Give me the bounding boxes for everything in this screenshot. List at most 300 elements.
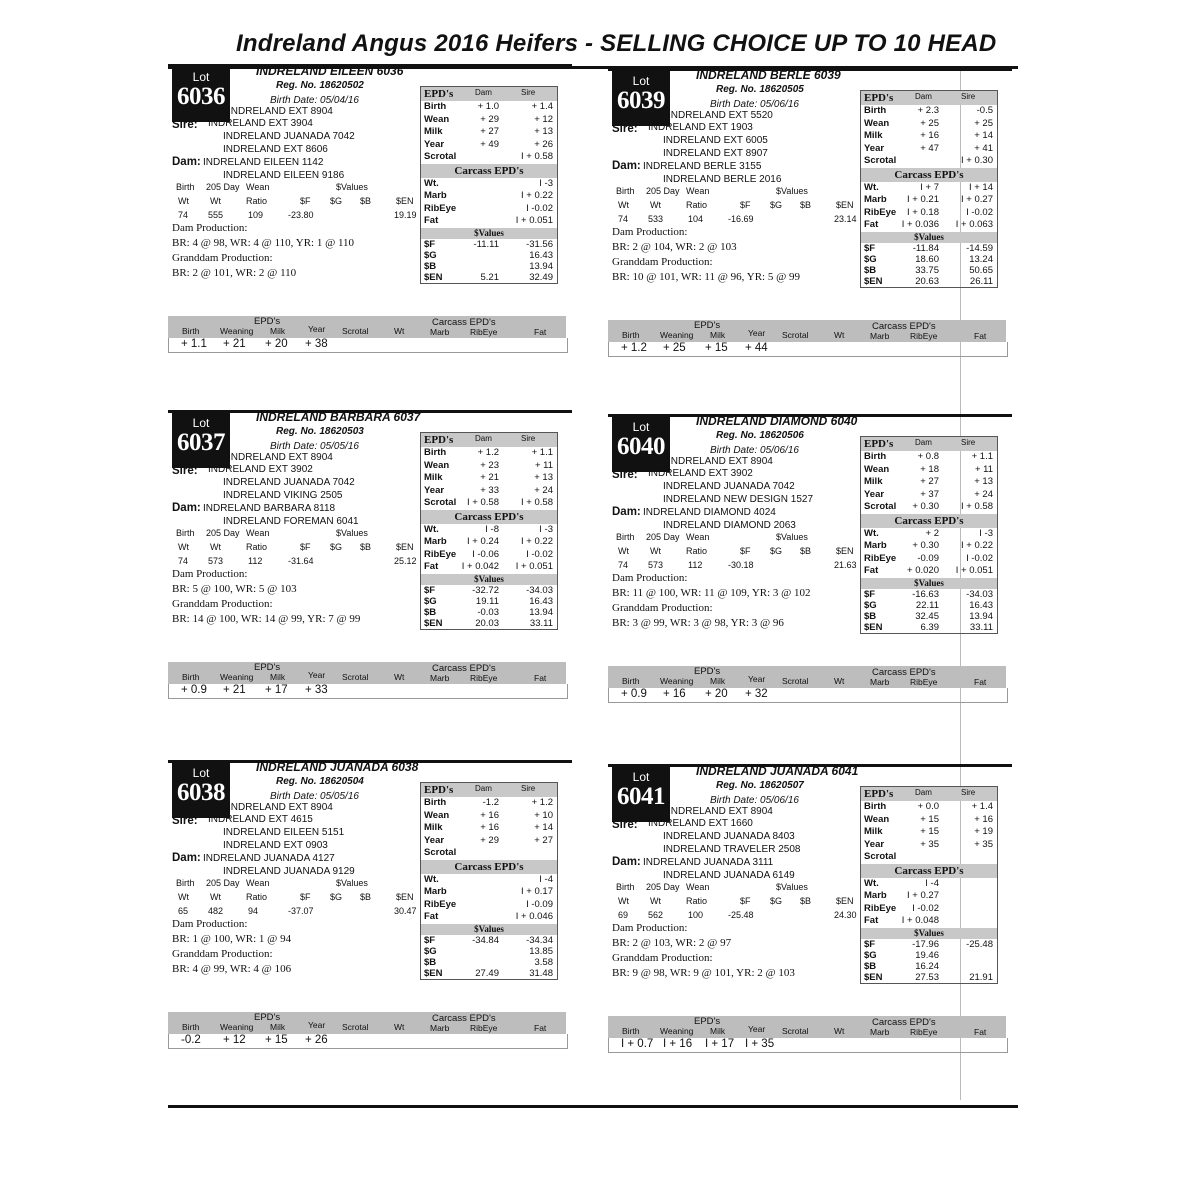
svalue-row-sg bbox=[421, 596, 557, 607]
epd-sire-value: + 19 bbox=[974, 826, 993, 837]
epd-summary-values bbox=[608, 688, 1008, 703]
svalue-sire-value: 13.94 bbox=[969, 610, 993, 622]
carcass-epd-header: Carcass EPD's bbox=[421, 860, 557, 874]
svalue-dam-value: 27.53 bbox=[915, 971, 939, 983]
lot-number: 6037 bbox=[177, 429, 225, 456]
dam-label: Dam: bbox=[172, 852, 201, 864]
lot-label: Lot bbox=[632, 420, 650, 434]
epd-summary-values bbox=[168, 1034, 568, 1049]
granddam-production-value: BR: 9 @ 98, WR: 9 @ 101, YR: 2 @ 103 bbox=[612, 967, 795, 979]
birth-date: Birth Date: 05/06/16 bbox=[710, 445, 799, 456]
epd-sire-value: + 1.1 bbox=[971, 451, 993, 462]
epd-sire-value: + 24 bbox=[534, 484, 553, 496]
svalue-dam-value: 22.11 bbox=[915, 599, 939, 611]
carcass-row-ribeye bbox=[861, 207, 997, 220]
svalue-dam-value: 5.21 bbox=[480, 271, 499, 283]
carcass-sire-value: I + 0.22 bbox=[961, 540, 993, 551]
epd-sire-value: + 1.2 bbox=[531, 797, 553, 808]
epd-row-year bbox=[861, 489, 997, 502]
dam-production-label: Dam Production: bbox=[172, 568, 248, 580]
granddam-production-label: Granddam Production: bbox=[172, 598, 273, 610]
carcass-sire-value: I + 0.27 bbox=[961, 194, 993, 205]
svalue-sire-value: -25.48 bbox=[966, 938, 993, 950]
dam-production-label: Dam Production: bbox=[172, 222, 248, 234]
svalues-header: $Values bbox=[861, 232, 997, 243]
svalue-label: $EN bbox=[424, 271, 443, 283]
pedigree-line: INDRELAND EXT 8904 bbox=[228, 106, 333, 117]
svalue-row-sg bbox=[861, 600, 997, 611]
epd-sire-value: + 25 bbox=[974, 117, 993, 129]
lot-number: 6036 bbox=[177, 83, 225, 110]
carcass-row-ribeye bbox=[421, 899, 557, 912]
lot-number: 6041 bbox=[617, 783, 665, 810]
epd-dam-value: + 29 bbox=[480, 834, 499, 846]
epd-row-birth bbox=[421, 797, 557, 810]
epd-label: Milk bbox=[864, 826, 883, 837]
svalue-label: $B bbox=[424, 956, 437, 968]
epd-row-milk bbox=[421, 472, 557, 485]
carcass-epd-header: Carcass EPD's bbox=[861, 168, 997, 182]
svalue-sire-value: 31.48 bbox=[529, 967, 553, 979]
epd-sire-value: + 41 bbox=[974, 142, 993, 154]
epd-table bbox=[860, 436, 998, 634]
carcass-row-wt bbox=[421, 524, 557, 537]
pedigree-line: INDRELAND EXT 8907 bbox=[663, 148, 768, 159]
svalue-sire-value: 16.43 bbox=[529, 595, 553, 607]
carcass-sire-value: I + 0.22 bbox=[521, 190, 553, 201]
granddam-production-value: BR: 14 @ 100, WR: 14 @ 99, YR: 7 @ 99 bbox=[172, 613, 361, 625]
carcass-label: Marb bbox=[864, 194, 887, 205]
lot-badge bbox=[612, 70, 670, 126]
epd-header: EPD's Dam Sire bbox=[861, 437, 997, 451]
carcass-label: RibEye bbox=[864, 552, 897, 564]
epd-label: Wean bbox=[424, 809, 450, 821]
carcass-dam-value: I + 0.048 bbox=[901, 915, 939, 926]
epd-table bbox=[420, 86, 558, 284]
summary-year: + 32 bbox=[745, 688, 768, 700]
summary-year: + 38 bbox=[305, 338, 328, 350]
epd-label: Wean bbox=[424, 459, 450, 471]
pedigree-line: INDRELAND JUANADA 6149 bbox=[663, 870, 795, 881]
pedigree-line: INDRELAND EXT 3904 bbox=[208, 118, 313, 129]
lot-card-6036: Lot 6036 INDRELAND EILEEN 6036 Reg. No. 18620502 Birth Date: 05/04/16 INDRELAND EXT 8904 INDRELAND EXT 3904 INDRELAND JUANADA 7042 INDRELAND EXT 8606 INDRELAND EILEEN 1142 INDRELAND EILEEN 9186 Sire: Dam: Birth 205 Day Wean $Values Wt Wt Ratio $F $G $B $EN 74 555 109 -23.80 19.19 Dam Production: BR: 4 @ 98, WR: 4 @ 110, YR: 1 @ 110 Granddam Production: BR: 2 @ 101, WR: 2 @ 110 EPD's Dam Sire Birth + 1.0 + 1.4 Wean + 29 + 12 Milk + 27 + 13 Year + 49 + 26 Scrotal I + 0.58 Carcass EPD's Wt. I -3 Marb I + 0.22 RibEye I -0.02 Fat I + 0.051 $Values $F -11.11 -31.56 $G 16.43 $B 13.94 $EN 5.21 32.49 EPD's Birth Weaning Milk Year Scrotal Wt Carcass EPD's Marb RibEye Fat + 1.1 + 21 + 20 + 38 bbox=[168, 64, 568, 364]
epd-dam-value: + 33 bbox=[480, 484, 499, 496]
epd-dam-value: + 15 bbox=[920, 826, 939, 837]
carcass-label: Marb bbox=[864, 540, 887, 551]
pedigree-line: INDRELAND JUANADA 4127 bbox=[203, 853, 335, 864]
svalue-dam-value: 16.24 bbox=[915, 960, 939, 972]
epd-label: Milk bbox=[864, 130, 883, 141]
svalue-sire-value: -34.03 bbox=[526, 584, 553, 596]
birth-date: Birth Date: 05/06/16 bbox=[710, 795, 799, 806]
dam-label: Dam: bbox=[612, 160, 641, 172]
epd-dam-value: + 16 bbox=[480, 809, 499, 821]
epd-label: Year bbox=[864, 142, 885, 154]
dam-production-value: BR: 11 @ 100, WR: 11 @ 109, YR: 3 @ 102 bbox=[612, 587, 811, 599]
sire-label: Sire: bbox=[172, 119, 198, 131]
svalue-sire-value: 13.85 bbox=[529, 945, 553, 957]
carcass-row-ribeye bbox=[421, 203, 557, 216]
epd-table bbox=[860, 90, 998, 288]
pedigree-line: INDRELAND VIKING 2505 bbox=[223, 490, 343, 501]
svalue-sire-value: 33.11 bbox=[529, 617, 553, 629]
granddam-production-label: Granddam Production: bbox=[612, 602, 713, 614]
carcass-sire-value: I -4 bbox=[539, 873, 553, 885]
carcass-row-marb bbox=[861, 540, 997, 553]
dam-label: Dam: bbox=[172, 502, 201, 514]
carcass-label: Wt. bbox=[864, 181, 879, 193]
pedigree-line: INDRELAND EXT 8606 bbox=[223, 144, 328, 155]
svalue-row-sen bbox=[861, 622, 997, 633]
pedigree-line: INDRELAND JUANADA 7042 bbox=[223, 477, 355, 488]
epd-row-year bbox=[421, 835, 557, 848]
pedigree-line: INDRELAND TRAVELER 2508 bbox=[663, 844, 801, 855]
carcass-row-fat bbox=[861, 219, 997, 232]
pedigree-line: INDRELAND EXT 1660 bbox=[648, 818, 753, 829]
carcass-label: RibEye bbox=[424, 898, 457, 910]
carcass-dam-value: + 2 bbox=[925, 527, 939, 539]
svalue-sire-value: 13.24 bbox=[969, 253, 993, 265]
sire-label: Sire: bbox=[612, 123, 638, 135]
svalue-row-sb bbox=[861, 961, 997, 972]
pedigree-line: INDRELAND EXT 8904 bbox=[228, 452, 333, 463]
epd-dam-value: + 16 bbox=[920, 130, 939, 141]
epd-label: Milk bbox=[424, 822, 443, 833]
birth-date: Birth Date: 05/06/16 bbox=[710, 99, 799, 110]
carcass-epd-header: Carcass EPD's bbox=[861, 514, 997, 528]
epd-sire-value: + 13 bbox=[534, 126, 553, 137]
carcass-dam-value: I -8 bbox=[485, 523, 499, 535]
pedigree-line: INDRELAND BERLE 3155 bbox=[643, 161, 762, 172]
svalue-row-sg bbox=[861, 254, 997, 265]
svalue-dam-value: 19.11 bbox=[475, 595, 499, 607]
registration-number: Reg. No. 18620503 bbox=[276, 426, 364, 437]
carcass-dam-value: I -4 bbox=[925, 877, 939, 889]
epd-dam-value: + 37 bbox=[920, 488, 939, 500]
epd-dam-value: + 2.3 bbox=[917, 105, 939, 116]
epd-dam-value: + 49 bbox=[480, 138, 499, 150]
carcass-label: Fat bbox=[424, 911, 439, 922]
epd-dam-value: + 15 bbox=[920, 813, 939, 825]
summary-year: + 44 bbox=[745, 342, 768, 354]
lot-card-6040: Lot 6040 INDRELAND DIAMOND 6040 Reg. No. 18620506 Birth Date: 05/06/16 INDRELAND EXT 8904 INDRELAND EXT 3902 INDRELAND JUANADA 7042 INDRELAND NEW DESIGN 1527 INDRELAND DIAMOND 4024 INDRELAND DIAMOND 2063 Sire: Dam: Birth 205 Day Wean $Values Wt Wt Ratio $F $G $B $EN 74 573 112 -30.18 21.63 Dam Production: BR: 11 @ 100, WR: 11 @ 109, YR: 3 @ 102 Granddam Production: BR: 3 @ 99, WR: 3 @ 98, YR: 3 @ 96 EPD's Dam Sire Birth + 0.8 + 1.1 Wean + 18 + 11 Milk + 27 + 13 Year + 37 + 24 Scrotal + 0.30 I + 0.58 Carcass EPD's Wt. + 2 I -3 Marb + 0.30 I + 0.22 RibEye -0.09 I -0.02 Fat + 0.020 I + 0.051 $Values $F -16.63 -34.03 $G 22.11 16.43 $B 32.45 13.94 $EN 6.39 33.11 EPD's Birth Weaning Milk Year Scrotal Wt Carcass EPD's Marb RibEye Fat + 0.9 + 16 + 20 + 32 bbox=[608, 414, 1008, 714]
epd-sire-value: + 11 bbox=[974, 463, 993, 475]
svalue-sire-value: 50.65 bbox=[969, 264, 993, 276]
svalue-sire-value: 32.49 bbox=[529, 271, 553, 283]
epd-summary-bar: EPD's Birth Weaning Milk Year Scrotal Wt Carcass EPD's Marb RibEye Fat bbox=[168, 1012, 566, 1034]
granddam-production-label: Granddam Production: bbox=[612, 256, 713, 268]
carcass-row-ribeye bbox=[421, 549, 557, 562]
svalue-label: $EN bbox=[424, 617, 443, 629]
carcass-dam-value: I -0.02 bbox=[912, 902, 939, 914]
epd-table bbox=[420, 432, 558, 630]
epd-row-milk bbox=[861, 476, 997, 489]
epd-row-scrotal bbox=[861, 851, 997, 864]
lot-number: 6040 bbox=[617, 433, 665, 460]
granddam-production-label: Granddam Production: bbox=[612, 952, 713, 964]
epd-row-birth bbox=[861, 105, 997, 118]
pedigree-line: INDRELAND DIAMOND 2063 bbox=[663, 520, 796, 531]
epd-summary-bar: EPD's Birth Weaning Milk Year Scrotal Wt Carcass EPD's Marb RibEye Fat bbox=[168, 662, 566, 684]
carcass-row-marb bbox=[421, 886, 557, 899]
animal-name: INDRELAND BERLE 6039 bbox=[696, 68, 841, 82]
registration-number: Reg. No. 18620506 bbox=[716, 430, 804, 441]
epd-sire-value: I + 0.58 bbox=[521, 151, 553, 162]
svalue-label: $B bbox=[864, 264, 877, 276]
summary-milk: + 20 bbox=[265, 338, 288, 350]
carcass-label: RibEye bbox=[864, 902, 897, 914]
sire-label: Sire: bbox=[612, 819, 638, 831]
summary-weaning: + 21 bbox=[223, 684, 246, 696]
epd-dam-value: + 47 bbox=[920, 142, 939, 154]
pedigree-line: INDRELAND FOREMAN 6041 bbox=[223, 516, 359, 527]
epd-sire-value: + 10 bbox=[534, 809, 553, 821]
carcass-dam-value: I + 0.18 bbox=[907, 206, 939, 218]
birth-date: Birth Date: 05/05/16 bbox=[270, 441, 359, 452]
svalue-sire-value: 33.11 bbox=[969, 621, 993, 633]
svalue-row-sen bbox=[421, 618, 557, 629]
dam-production-value: BR: 5 @ 100, WR: 5 @ 103 bbox=[172, 583, 297, 595]
pedigree-line: INDRELAND EXT 5520 bbox=[668, 110, 773, 121]
dam-production-label: Dam Production: bbox=[172, 918, 248, 930]
pedigree-line: INDRELAND EXT 6005 bbox=[663, 135, 768, 146]
svalue-label: $F bbox=[864, 242, 876, 254]
summary-birth: + 1.2 bbox=[621, 342, 647, 354]
svalue-label: $G bbox=[864, 253, 877, 265]
animal-name: INDRELAND EILEEN 6036 bbox=[256, 64, 404, 78]
carcass-label: Wt. bbox=[424, 873, 439, 885]
sire-label: Sire: bbox=[172, 815, 198, 827]
epd-row-milk bbox=[421, 822, 557, 835]
animal-name: INDRELAND BARBARA 6037 bbox=[256, 410, 421, 424]
epd-row-scrotal bbox=[421, 497, 557, 510]
svalue-row-sen bbox=[861, 972, 997, 983]
epd-row-wean bbox=[861, 814, 997, 827]
carcass-label: Wt. bbox=[424, 523, 439, 535]
summary-weaning: + 16 bbox=[663, 688, 686, 700]
pedigree-line: INDRELAND EXT 4615 bbox=[208, 814, 313, 825]
pedigree-line: INDRELAND DIAMOND 4024 bbox=[643, 507, 776, 518]
epd-dam-value: + 0.30 bbox=[912, 501, 939, 512]
epd-dam-value: + 0.0 bbox=[917, 801, 939, 812]
svalue-dam-value: -34.84 bbox=[472, 934, 499, 946]
carcass-label: Fat bbox=[424, 561, 439, 572]
svalue-dam-value: 19.46 bbox=[915, 949, 939, 961]
svalue-label: $EN bbox=[864, 621, 883, 633]
epd-sire-value: + 13 bbox=[974, 476, 993, 487]
epd-dam-value: -1.2 bbox=[482, 797, 499, 808]
carcass-sire-value: I -0.02 bbox=[966, 552, 993, 564]
epd-dam-value: + 23 bbox=[480, 459, 499, 471]
svalue-label: $G bbox=[864, 949, 877, 961]
epd-header: EPD's Dam Sire bbox=[861, 787, 997, 801]
svalue-sire-value: 13.94 bbox=[529, 606, 553, 618]
svalues-header: $Values bbox=[861, 928, 997, 939]
carcass-row-wt bbox=[421, 874, 557, 887]
lot-card-6039: Lot 6039 INDRELAND BERLE 6039 Reg. No. 18620505 Birth Date: 05/06/16 INDRELAND EXT 5520 INDRELAND EXT 1903 INDRELAND EXT 6005 INDRELAND EXT 8907 INDRELAND BERLE 3155 INDRELAND BERLE 2016 Sire: Dam: Birth 205 Day Wean $Values Wt Wt Ratio $F $G $B $EN 74 533 104 -16.69 23.14 Dam Production: BR: 2 @ 104, WR: 2 @ 103 Granddam Production: BR: 10 @ 101, WR: 11 @ 96, YR: 5 @ 99 EPD's Dam Sire Birth + 2.3 -0.5 Wean + 25 + 25 Milk + 16 + 14 Year + 47 + 41 Scrotal I + 0.30 Carcass EPD's Wt. I + 7 I + 14 Marb I + 0.21 I + 0.27 RibEye I + 0.18 I -0.02 Fat I + 0.036 I + 0.063 $Values $F -11.84 -14.59 $G 18.60 13.24 $B 33.75 50.65 $EN 20.63 26.11 EPD's Birth Weaning Milk Year Scrotal Wt Carcass EPD's Marb RibEye Fat + 1.2 + 25 + 15 + 44 bbox=[608, 68, 1008, 368]
svalue-label: $G bbox=[424, 595, 437, 607]
carcass-row-wt bbox=[421, 178, 557, 191]
sire-label: Sire: bbox=[172, 465, 198, 477]
svalue-row-sen bbox=[421, 968, 557, 979]
epd-row-milk bbox=[421, 126, 557, 139]
epd-label: Birth bbox=[424, 447, 447, 458]
lot-badge bbox=[612, 416, 670, 472]
pedigree-line: INDRELAND NEW DESIGN 1527 bbox=[663, 494, 814, 505]
epd-label: Wean bbox=[864, 463, 890, 475]
epd-row-wean bbox=[421, 114, 557, 127]
epd-row-year bbox=[421, 139, 557, 152]
epd-dam-value: + 18 bbox=[920, 463, 939, 475]
carcass-sire-value: I + 0.051 bbox=[955, 565, 993, 576]
carcass-label: Wt. bbox=[424, 177, 439, 189]
svalue-row-sf bbox=[421, 935, 557, 946]
epd-summary-values bbox=[168, 684, 568, 699]
summary-weaning: I + 16 bbox=[663, 1038, 693, 1050]
epd-label: Year bbox=[424, 834, 445, 846]
summary-milk: + 20 bbox=[705, 688, 728, 700]
epd-sire-value: + 16 bbox=[974, 813, 993, 825]
svalue-sire-value: 16.43 bbox=[529, 249, 553, 261]
epd-row-scrotal bbox=[421, 847, 557, 860]
granddam-production-value: BR: 3 @ 99, WR: 3 @ 98, YR: 3 @ 96 bbox=[612, 617, 784, 629]
carcass-label: RibEye bbox=[424, 548, 457, 560]
svalue-dam-value: -11.84 bbox=[912, 242, 939, 254]
epd-label: Scrotal bbox=[424, 847, 457, 858]
carcass-row-wt bbox=[861, 528, 997, 541]
carcass-label: RibEye bbox=[864, 206, 897, 218]
dam-production-label: Dam Production: bbox=[612, 572, 688, 584]
footer-rule bbox=[168, 1105, 1018, 1108]
epd-summary-bar: EPD's Birth Weaning Milk Year Scrotal Wt Carcass EPD's Marb RibEye Fat bbox=[608, 666, 1006, 688]
carcass-row-fat bbox=[421, 215, 557, 228]
svalue-dam-value: 27.49 bbox=[475, 967, 499, 979]
svalue-sire-value: 21.91 bbox=[969, 971, 993, 983]
summary-birth: I + 0.7 bbox=[621, 1038, 654, 1050]
carcass-row-fat bbox=[861, 565, 997, 578]
pedigree-line: INDRELAND JUANADA 7042 bbox=[663, 481, 795, 492]
summary-birth: + 0.9 bbox=[621, 688, 647, 700]
epd-row-birth bbox=[861, 451, 997, 464]
epd-summary-values bbox=[608, 1038, 1008, 1053]
carcass-label: Wt. bbox=[864, 877, 879, 889]
summary-year: + 26 bbox=[305, 1034, 328, 1046]
svalue-label: $B bbox=[424, 606, 437, 618]
svalue-row-sen bbox=[421, 272, 557, 283]
svalue-label: $EN bbox=[424, 967, 443, 979]
svalue-sire-value: -14.59 bbox=[966, 242, 993, 254]
summary-year: + 33 bbox=[305, 684, 328, 696]
carcass-row-ribeye bbox=[861, 903, 997, 916]
carcass-sire-value: I -0.09 bbox=[526, 898, 553, 910]
carcass-label: Wt. bbox=[864, 527, 879, 539]
svalue-label: $B bbox=[864, 960, 877, 972]
epd-label: Scrotal bbox=[864, 501, 897, 512]
epd-sire-value: I + 0.30 bbox=[961, 155, 993, 166]
epd-dam-value: + 25 bbox=[920, 117, 939, 129]
dam-production-value: BR: 2 @ 103, WR: 2 @ 97 bbox=[612, 937, 732, 949]
svalue-sire-value: -34.03 bbox=[966, 588, 993, 600]
epd-label: Scrotal bbox=[424, 497, 457, 508]
carcass-label: Marb bbox=[424, 536, 447, 547]
registration-number: Reg. No. 18620505 bbox=[716, 84, 804, 95]
svalue-label: $F bbox=[864, 938, 876, 950]
summary-year: I + 35 bbox=[745, 1038, 775, 1050]
epd-sire-value: I + 0.58 bbox=[961, 501, 993, 512]
carcass-row-fat bbox=[421, 561, 557, 574]
birth-date: Birth Date: 05/04/16 bbox=[270, 95, 359, 106]
epd-label: Birth bbox=[864, 801, 887, 812]
epd-row-scrotal bbox=[421, 151, 557, 164]
lot-card-6041: Lot 6041 INDRELAND JUANADA 6041 Reg. No. 18620507 Birth Date: 05/06/16 INDRELAND EXT 8904 INDRELAND EXT 1660 INDRELAND JUANADA 8403 INDRELAND TRAVELER 2508 INDRELAND JUANADA 3111 INDRELAND JUANADA 6149 Sire: Dam: Birth 205 Day Wean $Values Wt Wt Ratio $F $G $B $EN 69 562 100 -25.48 24.30 Dam Production: BR: 2 @ 103, WR: 2 @ 97 Granddam Production: BR: 9 @ 98, WR: 9 @ 101, YR: 2 @ 103 EPD's Dam Sire Birth + 0.0 + 1.4 Wean + 15 + 16 Milk + 15 + 19 Year + 35 + 35 Scrotal Carcass EPD's Wt. I -4 Marb I + 0.27 RibEye I -0.02 Fat I + 0.048 $Values $F -17.96 -25.48 $G 19.46 $B 16.24 $EN 27.53 21.91 EPD's Birth Weaning Milk Year Scrotal Wt Carcass EPD's Marb RibEye Fat I + 0.7 I + 16 I + 17 I + 35 bbox=[608, 764, 1008, 1064]
svalue-dam-value: -17.96 bbox=[912, 938, 939, 950]
pedigree-line: INDRELAND JUANADA 7042 bbox=[223, 131, 355, 142]
carcass-row-fat bbox=[421, 911, 557, 924]
svalue-row-sb bbox=[421, 607, 557, 618]
page-title: Indreland Angus 2016 Heifers - SELLING CHOICE UP TO 10 HEAD bbox=[236, 30, 997, 57]
carcass-sire-value: I + 0.22 bbox=[521, 536, 553, 547]
lot-card-6038: Lot 6038 INDRELAND JUANADA 6038 Reg. No. 18620504 Birth Date: 05/05/16 INDRELAND EXT 8904 INDRELAND EXT 4615 INDRELAND EILEEN 5151 INDRELAND EXT 0903 INDRELAND JUANADA 4127 INDRELAND JUANADA 9129 Sire: Dam: Birth 205 Day Wean $Values Wt Wt Ratio $F $G $B $EN 65 482 94 -37.07 30.47 Dam Production: BR: 1 @ 100, WR: 1 @ 94 Granddam Production: BR: 4 @ 99, WR: 4 @ 106 EPD's Dam Sire Birth -1.2 + 1.2 Wean + 16 + 10 Milk + 16 + 14 Year + 29 + 27 Scrotal Carcass EPD's Wt. I -4 Marb I + 0.17 RibEye I -0.09 Fat I + 0.046 $Values $F -34.84 -34.34 $G 13.85 $B 3.58 $EN 27.49 31.48 EPD's Birth Weaning Milk Year Scrotal Wt Carcass EPD's Marb RibEye Fat -0.2 + 12 + 15 + 26 bbox=[168, 760, 568, 1060]
epd-header: EPD's Dam Sire bbox=[421, 87, 557, 101]
epd-label: Wean bbox=[864, 117, 890, 129]
pedigree-line: INDRELAND EILEEN 1142 bbox=[203, 157, 324, 168]
svalue-sire-value: 3.58 bbox=[534, 956, 553, 968]
svalue-label: $B bbox=[424, 260, 437, 272]
summary-weaning: + 25 bbox=[663, 342, 686, 354]
epd-label: Birth bbox=[864, 451, 887, 462]
pedigree-line: INDRELAND EXT 3902 bbox=[648, 468, 753, 479]
svalue-sire-value: -34.34 bbox=[526, 934, 553, 946]
epd-dam-value: + 0.8 bbox=[917, 451, 939, 462]
epd-dam-value: + 1.0 bbox=[477, 101, 499, 112]
carcass-row-ribeye bbox=[861, 553, 997, 566]
svalue-dam-value: -0.03 bbox=[477, 606, 499, 618]
epd-label: Birth bbox=[424, 101, 447, 112]
svalue-label: $F bbox=[424, 238, 436, 250]
epd-label: Year bbox=[424, 138, 445, 150]
summary-birth: -0.2 bbox=[181, 1034, 201, 1046]
summary-birth: + 0.9 bbox=[181, 684, 207, 696]
svalue-dam-value: -32.72 bbox=[472, 584, 499, 596]
lot-label: Lot bbox=[192, 70, 210, 84]
pedigree-line: INDRELAND BERLE 2016 bbox=[663, 174, 782, 185]
svalue-label: $F bbox=[424, 934, 436, 946]
epd-sire-value: + 14 bbox=[534, 822, 553, 833]
epd-row-wean bbox=[421, 460, 557, 473]
carcass-epd-header: Carcass EPD's bbox=[421, 164, 557, 178]
epd-label: Wean bbox=[424, 113, 450, 125]
epd-dam-value: + 29 bbox=[480, 113, 499, 125]
summary-birth: + 1.1 bbox=[181, 338, 207, 350]
pedigree-line: INDRELAND EILEEN 9186 bbox=[223, 170, 345, 181]
svalue-dam-value: 20.63 bbox=[915, 275, 939, 287]
pedigree-line: INDRELAND JUANADA 3111 bbox=[643, 857, 774, 868]
svalue-label: $B bbox=[864, 610, 877, 622]
sire-label: Sire: bbox=[612, 469, 638, 481]
carcass-label: Fat bbox=[864, 219, 879, 230]
epd-header: EPD's Dam Sire bbox=[861, 91, 997, 105]
dam-label: Dam: bbox=[172, 156, 201, 168]
svalue-sire-value: 26.11 bbox=[969, 275, 993, 287]
epd-sire-value: + 26 bbox=[534, 138, 553, 150]
svalues-header: $Values bbox=[421, 924, 557, 935]
svalue-label: $G bbox=[424, 945, 437, 957]
lot-label: Lot bbox=[632, 74, 650, 88]
epd-row-year bbox=[861, 839, 997, 852]
carcass-label: Marb bbox=[424, 190, 447, 201]
svalue-dam-value: -16.63 bbox=[912, 588, 939, 600]
epd-label: Milk bbox=[424, 126, 443, 137]
